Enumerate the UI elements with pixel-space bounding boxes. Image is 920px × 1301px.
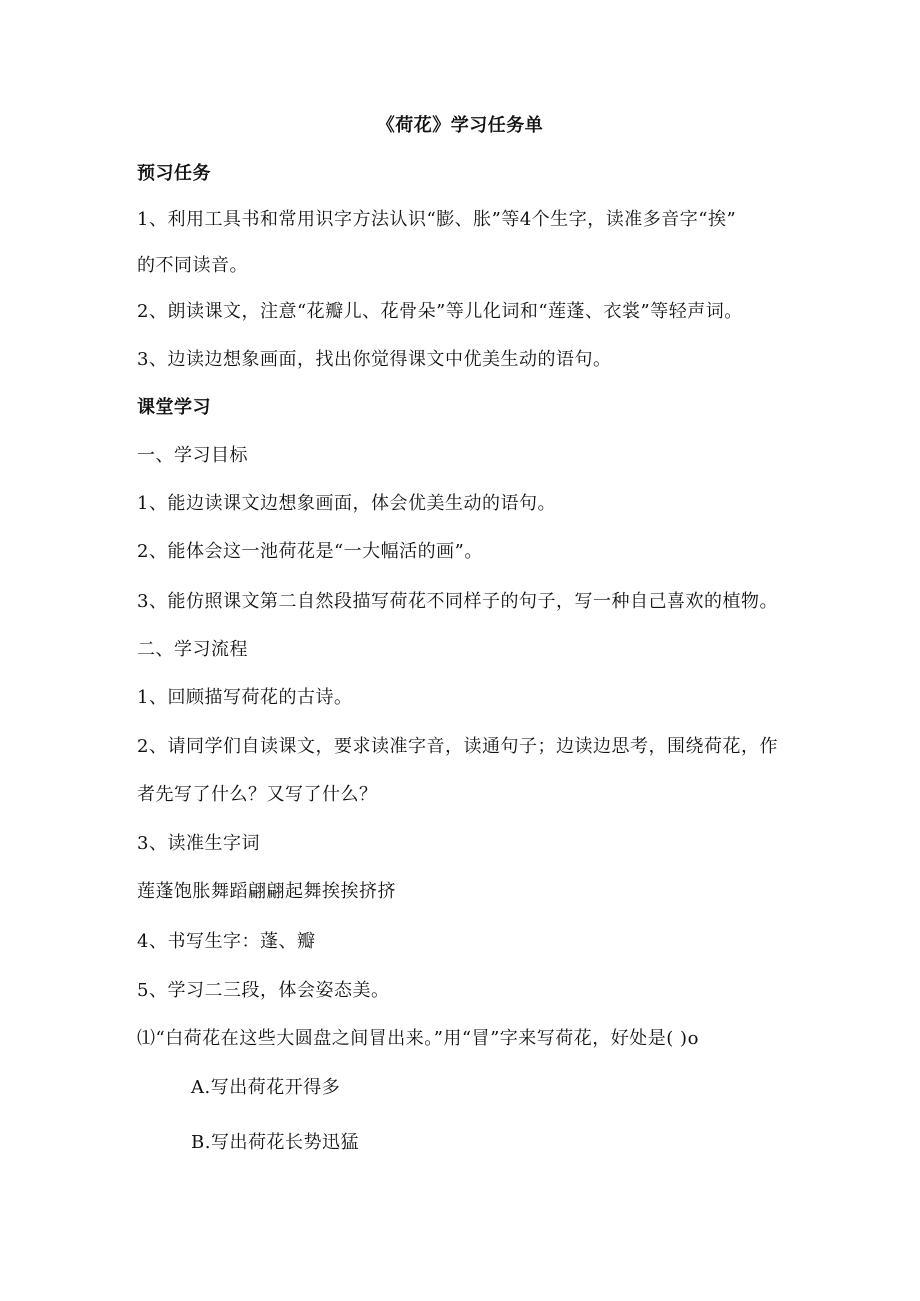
goal-item-3: 3、能仿照课文第二自然段描写荷花不同样子的句子，写一种自己喜欢的植物。 — [137, 591, 778, 612]
preview-heading: 预习任务 — [137, 163, 211, 184]
preview-item-3: 3、边读边想象画面，找出你觉得课文中优美生动的语句。 — [137, 349, 612, 370]
vocabulary-words: 莲蓬饱胀舞蹈翩翩起舞挨挨挤挤 — [137, 881, 396, 902]
process-heading: 二、学习流程 — [137, 639, 248, 660]
process-item-1: 1、回顾描写荷花的古诗。 — [137, 687, 353, 708]
preview-item-1-continued: 的不同读音。 — [137, 255, 248, 276]
goal-item-2: 2、能体会这一池荷花是“一大幅活的画”。 — [137, 541, 483, 562]
goal-item-1: 1、能边读课文边想象画面，体会优美生动的语句。 — [137, 493, 556, 514]
option-a: A.写出荷花开得多 — [191, 1077, 341, 1098]
process-item-4: 4、书写生字：蓬、瓣 — [137, 931, 316, 952]
process-item-2: 2、请同学们自读课文，要求读准字音，读通句子；边读边思考，围绕荷花，作 — [137, 736, 778, 757]
goals-heading: 一、学习目标 — [137, 445, 248, 466]
preview-item-2: 2、朗读课文，注意“花瓣儿、花骨朵”等儿化词和“莲蓬、衣裳”等轻声词。 — [137, 301, 743, 322]
process-item-2-continued: 者先写了什么？又写了什么？ — [137, 784, 378, 805]
preview-item-1: 1、利用工具书和常用识字方法认识“膨、胀”等4个生字，读准多音字“挨” — [137, 209, 737, 230]
classroom-heading: 课堂学习 — [137, 397, 211, 418]
document-title: 《荷花》学习任务单 — [376, 115, 544, 136]
question-1: ⑴“白荷花在这些大圆盘之间冒出来。”用“冒”字来写荷花，好处是( )o — [137, 1028, 699, 1049]
option-b: B.写出荷花长势迅猛 — [191, 1132, 359, 1153]
process-item-3: 3、读准生字词 — [137, 833, 260, 854]
process-item-5: 5、学习二三段，体会姿态美。 — [137, 980, 390, 1001]
